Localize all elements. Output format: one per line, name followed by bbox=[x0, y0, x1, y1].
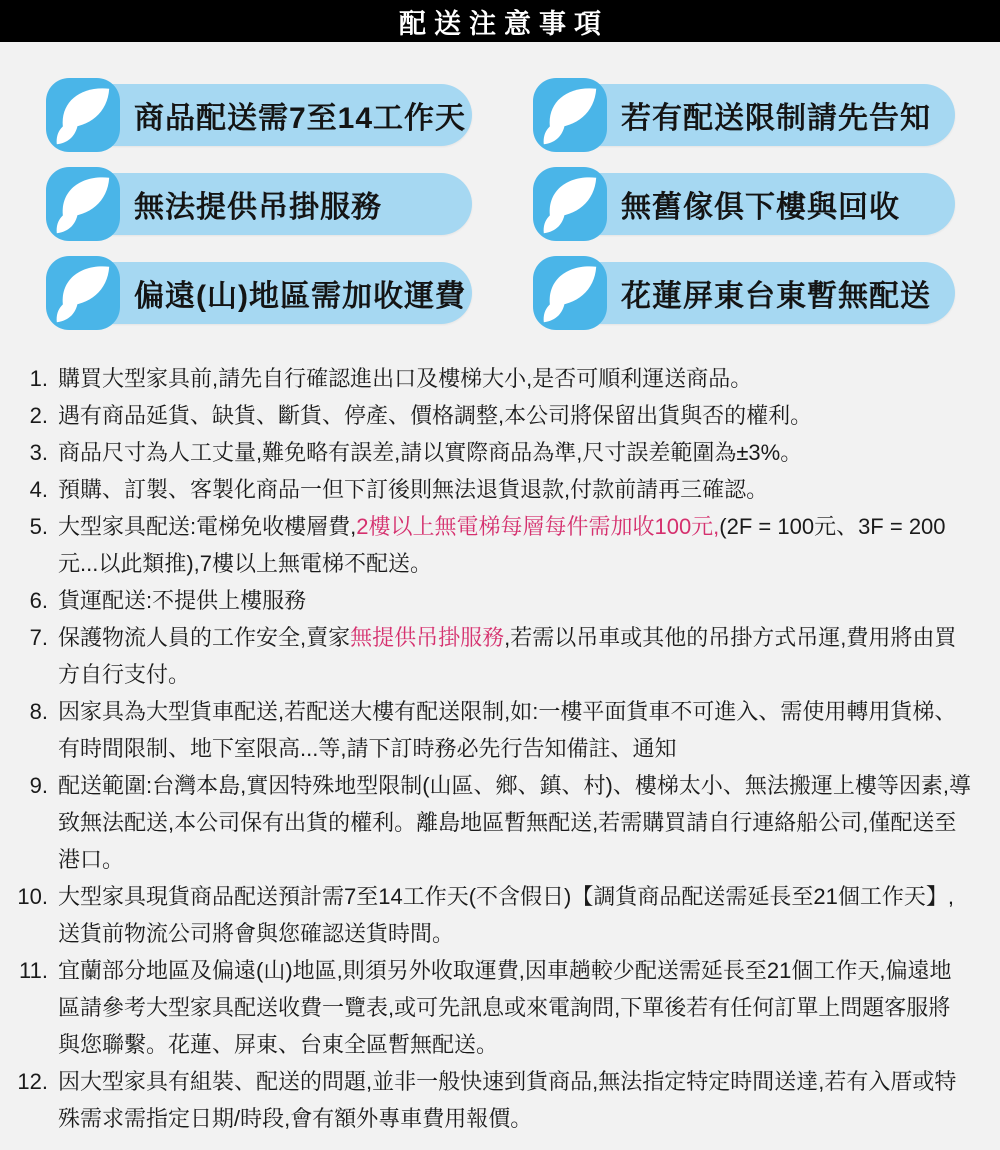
note-item bbox=[58, 693, 972, 767]
leaf-icon bbox=[533, 167, 607, 241]
badge-label: 花蓮屏東台東暫無配送 bbox=[621, 280, 931, 313]
badge-label: 商品配送需7至14工作天 bbox=[134, 102, 467, 135]
note-text: 大型家具配送:電梯免收樓層費, bbox=[58, 514, 357, 539]
note-item bbox=[58, 619, 972, 693]
badge-label: 偏遠(山)地區需加收運費 bbox=[134, 280, 466, 313]
delivery-badge bbox=[535, 173, 955, 235]
note-item bbox=[58, 434, 972, 471]
note-text: (2F = 100元、3F = 200元...以此類推),7樓以上無電梯不配送。 bbox=[58, 514, 946, 576]
delivery-badge bbox=[48, 173, 472, 235]
note-item bbox=[58, 878, 972, 952]
note-item bbox=[58, 582, 972, 619]
delivery-badge bbox=[535, 262, 955, 324]
notes-list bbox=[58, 360, 972, 1137]
note-text: 貨運配送:不提供上樓服務 bbox=[58, 588, 307, 613]
note-text: 預購、訂製、客製化商品一但下訂後則無法退貨退款,付款前請再三確認。 bbox=[58, 477, 769, 502]
note-text: 保護物流人員的工作安全,賣家 bbox=[58, 625, 351, 650]
note-item bbox=[58, 471, 972, 508]
note-item bbox=[58, 360, 972, 397]
note-item bbox=[58, 508, 972, 582]
header-bar bbox=[0, 0, 1000, 42]
leaf-icon bbox=[46, 78, 120, 152]
delivery-badge bbox=[535, 84, 955, 146]
page-title: 配送注意事項 bbox=[399, 8, 609, 39]
note-text: 大型家具現貨商品配送預計需7至14工作天(不含假日)【調貨商品配送需延長至21個工作天】,送貨前物流公司將會與您確認送貨時間。 bbox=[58, 884, 954, 946]
note-item bbox=[58, 397, 972, 434]
badge-label: 若有配送限制請先告知 bbox=[621, 102, 931, 135]
leaf-icon bbox=[46, 167, 120, 241]
badge-grid bbox=[0, 42, 1000, 324]
note-text: 配送範圍:台灣本島,實因特殊地型限制(山區、鄉、鎮、村)、樓梯太小、無法搬運上樓等因素,導致無法配送,本公司保有出貨的權利。離島地區暫無配送,若需購買請自行連絡船公司,僅配送至港口。 bbox=[58, 773, 971, 872]
note-text: 宜蘭部分地區及偏遠(山)地區,則須另外收取運費,因車趟較少配送需延長至21個工作天,偏遠地區請參考大型家具配送收費一覽表,或可先訊息或來電詢問,下單後若有任何訂單上問題客服將與您聯繫。花蓮、屏東、台東全區暫無配送。 bbox=[58, 958, 952, 1057]
note-item bbox=[58, 1063, 972, 1137]
note-text: ,若需以吊車或其他的吊掛方式吊運,費用將由買方自行支付。 bbox=[58, 625, 957, 687]
badge-label: 無舊傢俱下樓與回收 bbox=[621, 191, 900, 224]
note-text: 因大型家具有組裝、配送的問題,並非一般快速到貨商品,無法指定特定時間送達,若有入厝或特殊需求需指定日期/時段,會有額外專車費用報價。 bbox=[58, 1069, 957, 1131]
note-text: 遇有商品延貨、缺貨、斷貨、停產、價格調整,本公司將保留出貨與否的權利。 bbox=[58, 403, 813, 428]
note-item bbox=[58, 952, 972, 1063]
leaf-icon bbox=[533, 78, 607, 152]
note-highlight: 2樓以上無電梯每層每件需加收100元, bbox=[356, 514, 720, 539]
notes-section bbox=[0, 324, 1000, 1137]
note-item bbox=[58, 767, 972, 878]
note-text: 商品尺寸為人工丈量,難免略有誤差,請以實際商品為準,尺寸誤差範圍為±3%。 bbox=[58, 440, 803, 465]
note-text: 因家具為大型貨車配送,若配送大樓有配送限制,如:一樓平面貨車不可進入、需使用轉用貨梯、有時間限制、地下室限高...等,請下訂時務必先行告知備註、通知 bbox=[58, 699, 957, 761]
delivery-badge bbox=[48, 84, 472, 146]
leaf-icon bbox=[46, 256, 120, 330]
note-highlight: 無提供吊掛服務 bbox=[350, 625, 505, 650]
note-text: 購買大型家具前,請先自行確認進出口及樓梯大小,是否可順利運送商品。 bbox=[58, 366, 753, 391]
leaf-icon bbox=[533, 256, 607, 330]
badge-label: 無法提供吊掛服務 bbox=[134, 191, 382, 224]
delivery-badge bbox=[48, 262, 472, 324]
